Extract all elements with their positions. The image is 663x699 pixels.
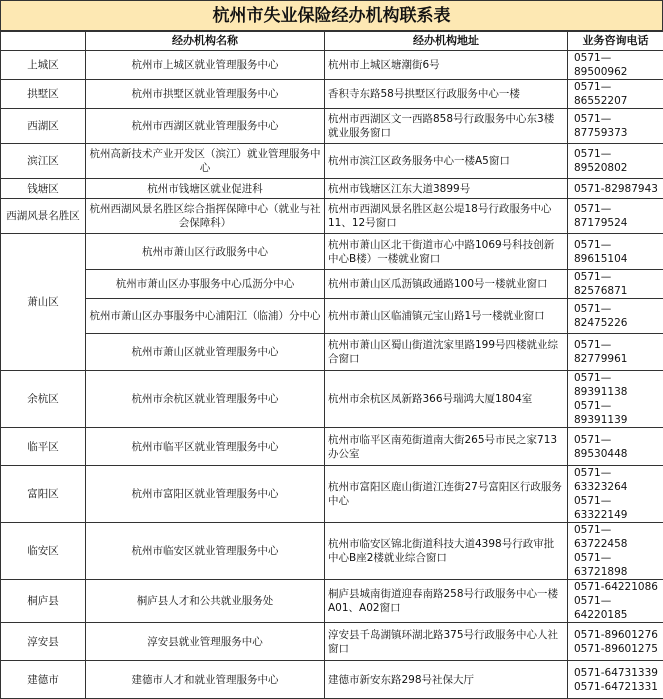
- address-cell: 杭州市西湖区文一西路858号行政服务中心东3楼就业服务窗口: [325, 109, 568, 144]
- phone-cell: 0571—82475226: [568, 299, 663, 334]
- district-cell: 钱塘区: [1, 179, 86, 199]
- org-cell: 杭州市萧山区行政服务中心: [86, 234, 325, 270]
- table-row: [1, 234, 663, 270]
- phone-line: 0571—63322149: [574, 494, 660, 522]
- address-cell: 杭州市临平区南苑街道南大街265号市民之家713办公室: [325, 428, 568, 466]
- org-cell: 杭州市临平区就业管理服务中心: [86, 428, 325, 466]
- org-cell: 淳安县就业管理服务中心: [86, 623, 325, 661]
- phone-cell: 0571—87759373: [568, 109, 663, 144]
- phone-line: 0571—64220185: [574, 594, 660, 622]
- table-row: [1, 334, 663, 371]
- table-row: [1, 199, 663, 234]
- table-row: [1, 144, 663, 179]
- district-cell: 临安区: [1, 523, 86, 580]
- contact-table: [0, 31, 663, 699]
- phone-cell: [568, 661, 663, 699]
- district-cell: 富阳区: [1, 466, 86, 523]
- address-cell: 杭州市萧山区北干街道市心中路1069号科技创新中心B楼）一楼就业窗口: [325, 234, 568, 270]
- header-row: [1, 32, 663, 51]
- phone-cell: 0571—86552207: [568, 80, 663, 109]
- phone-line: 0571—63323264: [574, 466, 660, 494]
- table-row: [1, 299, 663, 334]
- district-cell: 桐庐县: [1, 580, 86, 623]
- phone-header: 业务咨询电话: [568, 32, 663, 51]
- address-cell: 杭州市萧山区临浦镇元宝山路1号一楼就业窗口: [325, 299, 568, 334]
- table-row: [1, 109, 663, 144]
- table-row: [1, 523, 663, 580]
- org-cell: 杭州市萧山区就业管理服务中心: [86, 334, 325, 371]
- phone-cell: 0571—82576871: [568, 270, 663, 299]
- table-row: [1, 428, 663, 466]
- table-row: [1, 623, 663, 661]
- org-cell: 杭州市临安区就业管理服务中心: [86, 523, 325, 580]
- phone-line: 0571-89601276: [574, 628, 660, 642]
- phone-line: 0571—63722458: [574, 523, 660, 551]
- address-cell: 杭州市余杭区凤新路366号瑞鸿大厦1804室: [325, 371, 568, 428]
- phone-line: 0571-64221086: [574, 580, 660, 594]
- phone-cell: 0571—87179524: [568, 199, 663, 234]
- address-cell: 杭州市滨江区政务服务中心一楼A5窗口: [325, 144, 568, 179]
- phone-cell: 0571—89500962: [568, 51, 663, 80]
- address-cell: 淳安县千岛湖镇环湖北路375号行政服务中心人社窗口: [325, 623, 568, 661]
- phone-cell: 0571-82987943: [568, 179, 663, 199]
- district-cell: 建德市: [1, 661, 86, 699]
- org-cell: 杭州市萧山区办事服务中心瓜沥分中心: [86, 270, 325, 299]
- table-row: [1, 466, 663, 523]
- org-cell: 杭州市钱塘区就业促进科: [86, 179, 325, 199]
- address-cell: 杭州市萧山区蜀山街道沈家里路199号四楼就业综合窗口: [325, 334, 568, 371]
- district-cell: 西湖风景名胜区: [1, 199, 86, 234]
- org-cell: 杭州西湖风景名胜区综合指挥保障中心（就业与社会保障科）: [86, 199, 325, 234]
- org-cell: 杭州市西湖区就业管理服务中心: [86, 109, 325, 144]
- address-cell: 杭州市西湖风景名胜区赵公堤18号行政服务中心11、12号窗口: [325, 199, 568, 234]
- district-cell: 上城区: [1, 51, 86, 80]
- table-title: 杭州市失业保险经办机构联系表: [0, 0, 663, 31]
- phone-cell: 0571—89530448: [568, 428, 663, 466]
- district-cell: 拱墅区: [1, 80, 86, 109]
- table-row: [1, 270, 663, 299]
- org-cell: 杭州高新技术产业开发区（滨江）就业管理服务中心: [86, 144, 325, 179]
- table-row: [1, 80, 663, 109]
- address-cell: 杭州市临安区锦北街道科技大道4398号行政审批中心B座2楼就业综合窗口: [325, 523, 568, 580]
- phone-cell: 0571—82779961: [568, 334, 663, 371]
- org-cell: 杭州市富阳区就业管理服务中心: [86, 466, 325, 523]
- org-cell: 杭州市拱墅区就业管理服务中心: [86, 80, 325, 109]
- phone-cell: [568, 623, 663, 661]
- address-cell: 桐庐县城南街道迎春南路258号行政服务中心一楼A01、A02窗口: [325, 580, 568, 623]
- address-cell: 杭州市上城区塘潮街6号: [325, 51, 568, 80]
- phone-line: 0571-89601275: [574, 642, 660, 656]
- phone-cell: 0571—89520802: [568, 144, 663, 179]
- phone-cell: 0571—89615104: [568, 234, 663, 270]
- district-cell: 萧山区: [1, 234, 86, 371]
- district-header: [1, 32, 86, 51]
- address-cell: 杭州市富阳区鹿山街道江连街27号富阳区行政服务中心: [325, 466, 568, 523]
- table-row: [1, 580, 663, 623]
- phone-cell: [568, 580, 663, 623]
- org-cell: 杭州市萧山区办事服务中心浦阳江（临浦）分中心: [86, 299, 325, 334]
- address-cell: 建德市新安东路298号社保大厅: [325, 661, 568, 699]
- phone-cell: [568, 371, 663, 428]
- phone-line: 0571-64721331: [574, 680, 660, 694]
- address-cell: 香积寺东路58号拱墅区行政服务中心一楼: [325, 80, 568, 109]
- phone-cell: [568, 466, 663, 523]
- district-cell: 滨江区: [1, 144, 86, 179]
- table-row: [1, 179, 663, 199]
- phone-line: 0571—89391138: [574, 371, 660, 399]
- org-cell: 杭州市上城区就业管理服务中心: [86, 51, 325, 80]
- table-row: [1, 371, 663, 428]
- org-cell: 桐庐县人才和公共就业服务处: [86, 580, 325, 623]
- org-cell: 建德市人才和就业管理服务中心: [86, 661, 325, 699]
- district-cell: 余杭区: [1, 371, 86, 428]
- table-row: [1, 661, 663, 699]
- phone-line: 0571-64731339: [574, 666, 660, 680]
- address-cell: 杭州市萧山区瓜沥镇政通路100号一楼就业窗口: [325, 270, 568, 299]
- address-header: 经办机构地址: [325, 32, 568, 51]
- name-header: 经办机构名称: [86, 32, 325, 51]
- table-row: [1, 51, 663, 80]
- org-cell: 杭州市余杭区就业管理服务中心: [86, 371, 325, 428]
- phone-line: 0571—63721898: [574, 551, 660, 579]
- district-cell: 西湖区: [1, 109, 86, 144]
- phone-line: 0571—89391139: [574, 399, 660, 427]
- district-cell: 淳安县: [1, 623, 86, 661]
- phone-cell: [568, 523, 663, 580]
- district-cell: 临平区: [1, 428, 86, 466]
- address-cell: 杭州市钱塘区江东大道3899号: [325, 179, 568, 199]
